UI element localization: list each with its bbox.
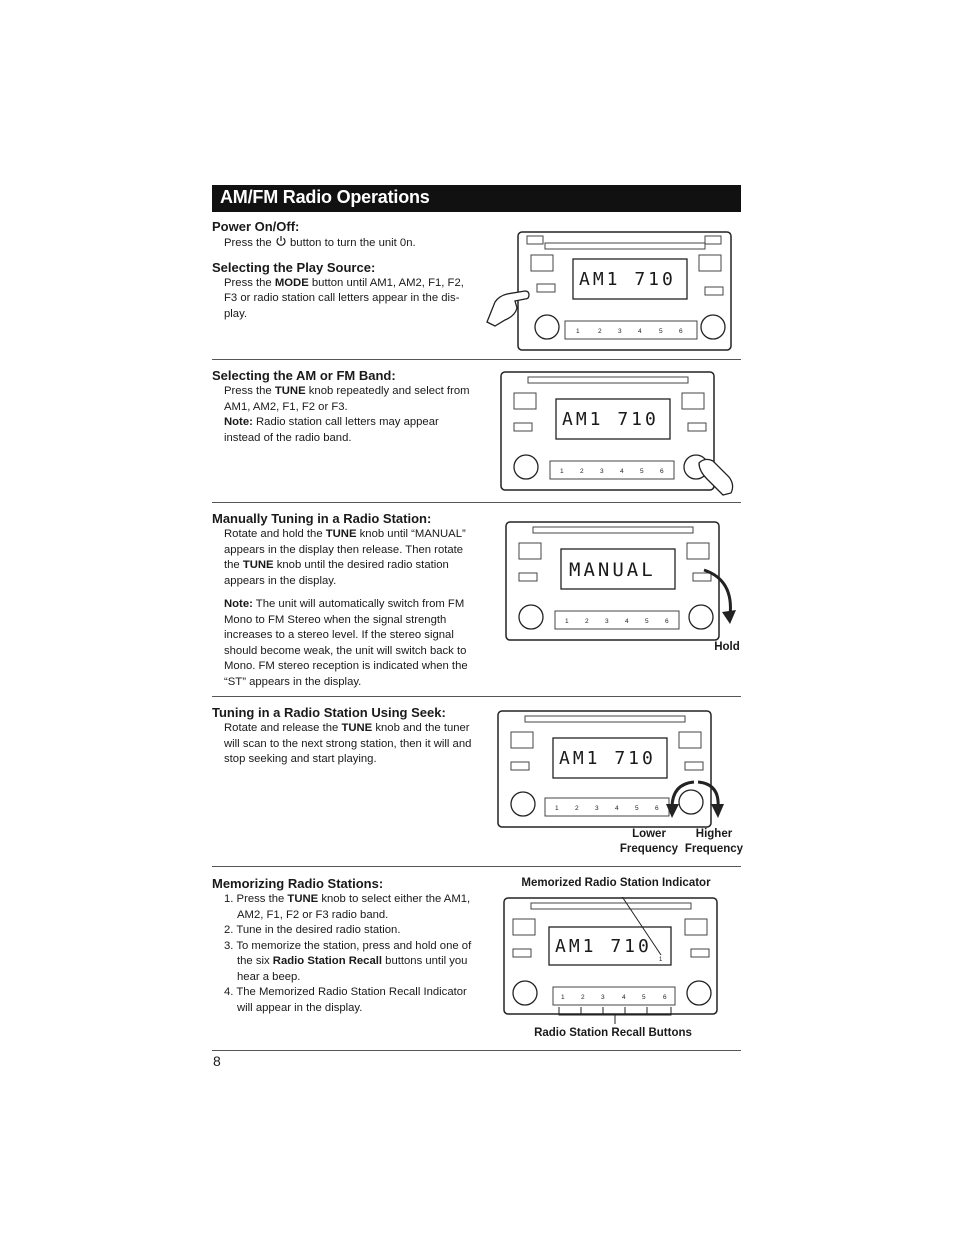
memorize-steps (212, 892, 472, 1016)
preset-3-label: 3 (595, 805, 599, 812)
recall-buttons-bracket (555, 1005, 675, 1025)
manual-heading: Manually Tuning in a Radio Station: (212, 511, 432, 526)
display-readout: AM1 710 (579, 269, 676, 290)
step-item: 4. The Memorized Radio Station Recall Indicator will appear in the display. (224, 986, 467, 1014)
preset-5-label: 5 (659, 328, 663, 335)
lower-frequency-label: Lower Frequency (619, 828, 679, 855)
recall-buttons-label: Radio Station Recall Buttons (534, 1027, 692, 1039)
preset-1-label: 1 (561, 994, 565, 1001)
hold-label: Hold (714, 641, 740, 653)
preset-6-label: 6 (679, 328, 683, 335)
radio-illustration-5 (503, 897, 718, 1015)
divider (212, 359, 741, 360)
preset-2-label: 2 (575, 805, 579, 812)
preset-2-label: 2 (581, 994, 585, 1001)
preset-3-label: 3 (605, 618, 609, 625)
preset-3-label: 3 (618, 328, 622, 335)
preset-5-label: 5 (642, 994, 646, 1001)
display-readout: AM1 710 (559, 748, 656, 769)
divider (212, 502, 741, 503)
preset-6-label: 6 (663, 994, 667, 1001)
step-item: 1. Press the TUNE knob to select either the AM1, AM2, F1, F2 or F3 radio band. (224, 893, 471, 921)
radio-illustration-3 (505, 521, 720, 641)
display-readout: AM1 710 (562, 409, 659, 430)
manual-text: Rotate and hold the TUNE knob until “MANUAL” appears in the display then release. Then rotate the TUNE knob until the desired radio station appears in the display. (224, 528, 466, 587)
preset-4-label: 4 (615, 805, 619, 812)
preset-2-label: 2 (585, 618, 589, 625)
preset-6-label: 6 (665, 618, 669, 625)
preset-3-label: 3 (601, 994, 605, 1001)
divider (212, 696, 741, 697)
section-manual (212, 511, 474, 690)
hand-turning-knob (695, 455, 737, 497)
preset-4-label: 4 (622, 994, 626, 1001)
hand-pressing-mode (485, 282, 530, 327)
page-title: AM/FM Radio Operations (220, 187, 430, 207)
display-readout: AM1 710 (555, 936, 652, 957)
preset-5-label: 5 (640, 468, 644, 475)
radio-illustration-1 (517, 231, 732, 351)
higher-frequency-label: Higher Frequency (684, 828, 744, 855)
divider (212, 866, 741, 867)
preset-4-label: 4 (625, 618, 629, 625)
preset-4-label: 4 (620, 468, 624, 475)
preset-2-label: 2 (598, 328, 602, 335)
preset-1-label: 1 (555, 805, 559, 812)
display-readout: MANUAL (569, 559, 656, 581)
section-title-bar (212, 185, 741, 212)
preset-2-label: 2 (580, 468, 584, 475)
band-text: Press the TUNE knob repeatedly and select from AM1, AM2, F1, F2 or F3. Note: Radio station call letters may appear instead of the radio band. (224, 385, 470, 444)
memorized-indicator-label: Memorized Radio Station Indicator (521, 877, 711, 889)
divider (212, 1050, 741, 1051)
seek-heading: Tuning in a Radio Station Using Seek: (212, 705, 446, 720)
page-number: 8 (213, 1053, 221, 1069)
step-item: 3. To memorize the station, press and hold one of the six Radio Station Recall buttons until you hear a beep. (224, 939, 472, 983)
preset-3-label: 3 (600, 468, 604, 475)
source-heading: Selecting the Play Source: (212, 259, 376, 275)
source-text: Press the MODE button until AM1, AM2, F1, F2, F3 or radio station call letters appear in the dis-play. (224, 276, 464, 320)
section-power-source (212, 219, 472, 322)
preset-6-label: 6 (660, 468, 664, 475)
power-text: Press the button to turn the unit 0n. (224, 237, 416, 249)
seek-rotation-arrows (664, 776, 726, 828)
section-memorize (212, 876, 472, 1016)
rotate-hold-arrow (694, 568, 740, 638)
preset-5-label: 5 (635, 805, 639, 812)
manual-note: Note: The unit will automatically switch from FM Mono to FM Stereo when the signal strength increases to a stereo level. If the stereo signal should become weak, the unit will switch back to Mono. FM stereo reception is indicated when the “ST” appears in the display. (224, 598, 468, 688)
preset-5-label: 5 (645, 618, 649, 625)
section-seek (212, 705, 472, 768)
band-heading: Selecting the AM or FM Band: (212, 368, 396, 383)
memorize-heading: Memorizing Radio Stations: (212, 876, 384, 891)
power-icon (275, 235, 287, 247)
power-heading: Power On/Off: (212, 219, 300, 234)
preset-6-label: 6 (655, 805, 659, 812)
memory-indicator: 1 (659, 957, 663, 963)
section-band (212, 368, 472, 446)
seek-text: Rotate and release the TUNE knob and the tuner will scan to the next strong station, then it will and stop seeking and start playing. (224, 722, 472, 765)
radio-illustration-2 (500, 371, 715, 491)
preset-1-label: 1 (576, 328, 580, 335)
preset-1-label: 1 (565, 618, 569, 625)
preset-1-label: 1 (560, 468, 564, 475)
step-item: 2. Tune in the desired radio station. (224, 924, 401, 936)
preset-4-label: 4 (638, 328, 642, 335)
